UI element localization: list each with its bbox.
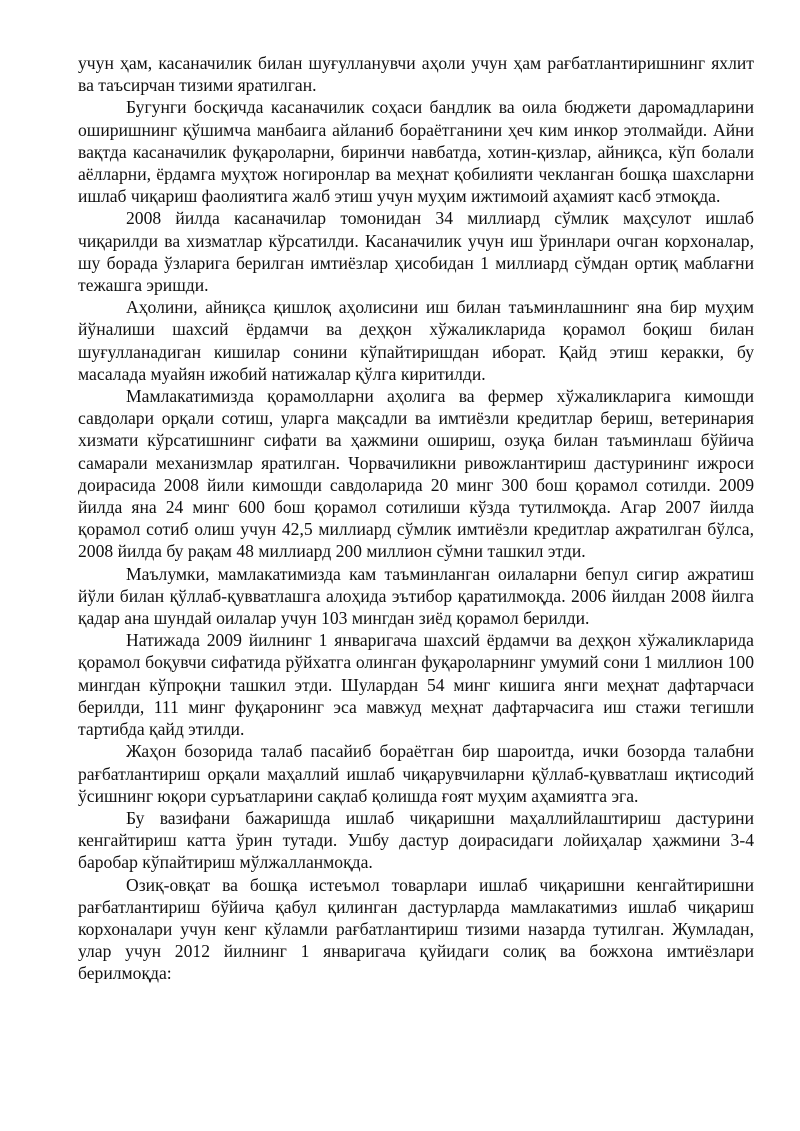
paragraph-food-production-incentives: Озиқ-овқат ва бошқа истеъмол товарлари ишлаб чиқаришни кенгайтиришни рағбатлантириш бўйича қабул қилинган дастурларда мамлакатимиз ишлаб чиқариш корхоналари учун кенг кўламли рағбатлантириш тизими назарда тутилган. Жумладан, улар учун 2012 йилнинг 1 январигача қуйидаги солиқ ва божхона имтиёзлари берилмоқда:	[78, 874, 754, 984]
document-page	[78, 52, 754, 985]
paragraph-home-work-importance: Бугунги босқичда касаначилик соҳаси бандлик ва оила бюджети даромадларини оширишнинг қўшимча манбаига айланиб бораётганини ҳеч ким инкор этолмайди. Айни вақтда касаначилик фуқароларни, биринчи навбатда, хотин-қизлар, айниқса, кўп болали аёлларни, ёрдамга муҳтож ногиронлар ва меҳнат қобилияти чекланган бошқа шахсларни ишлаб чиқариш фаолиятига жалб этиш учун муҳим ижтимоий аҳамият касб этмоқда.	[78, 97, 754, 207]
paragraph-2008-results: 2008 йилда касаначилар томонидан 34 миллиард сўмлик маҳсулот ишлаб чиқарилди ва хизматлар кўрсатилди. Касаначилик учун иш ўринлари очган корхоналар, шу борада ўзларига берилган имтиёзлар ҳисобидан 1 миллиард сўмдан ортиқ маблағни тежашга эришди.	[78, 208, 754, 296]
paragraph-registered-citizens: Натижада 2009 йилнинг 1 январигача шахсий ёрдамчи ва деҳқон хўжаликларида қорамол боқувчи сифатида рўйхатга олинган фуқароларнинг умумий сони 1 миллион 100 мингдан кўпроқни ташкил этди. Шулардан 54 минг кишига янги меҳнат дафтарчаси берилди, 111 минг фуқаронинг эса мавжуд меҳнат дафтарчасига иш стажи тегишли тартибда қайд этилди.	[78, 630, 754, 740]
paragraph-localization-program: Бу вазифани бажаришда ишлаб чиқаришни маҳаллийлаштириш дастурини кенгайтириш катта ўрин тутади. Ушбу дастур доирасидаги лойиҳалар ҳажмини 3-4 баробар кўпайтириш мўлжалланмоқда.	[78, 807, 754, 873]
paragraph-cattle-direction: Аҳолини, айниқса қишлоқ аҳолисини иш билан таъминлашнинг яна бир муҳим йўналиши шахсий ёрдамчи ва деҳқон хўжаликларида қорамол боқиш билан шуғулланадиган кишилар сонини кўпайтиришдан иборат. Қайд этиш керакки, бу масалада муайян ижобий натижалар қўлга киритилди.	[78, 297, 754, 384]
paragraph-free-cows: Маълумки, мамлакатимизда кам таъминланган оилаларни бепул сигир ажратиш йўли билан қўллаб-қувватлашга алоҳида эътибор қаратилмоқда. 2006 йилдан 2008 йилга қадар ана шундай оилалар учун 103 мингдан зиёд қорамол берилди.	[78, 563, 754, 629]
paragraph-continuation: учун ҳам, касаначилик билан шуғулланувчи аҳоли учун ҳам рағбатлантиришнинг яхлит ва таъсирчан тизими яратилган.	[78, 53, 754, 96]
paragraph-domestic-demand: Жаҳон бозорида талаб пасайиб бораётган бир шароитда, ички бозорда талабни рағбатлантириш орқали маҳаллий ишлаб чиқарувчиларни қўллаб-қувватлаш иқтисодий ўсишнинг юқори суръатларини сақлаб қолишда ғоят муҳим аҳамиятга эга.	[78, 741, 754, 806]
paragraph-cattle-auctions: Мамлакатимизда қорамолларни аҳолига ва фермер хўжаликларига кимошди савдолари орқали сотиш, уларга мақсадли ва имтиёзли кредитлар бериш, ветеринария хизмати кўрсатишнинг сифати ва ҳажмини ошириш, озуқа билан таъминлаш бўйича самарали механизмлар яратилган. Чорвачиликни ривожлантириш дастурининг ижроси доирасида 2008 йили кимошди савдоларида 20 минг 300 бош қорамол сотилди. 2009 йилда яна 24 минг 600 бош қорамол сотилиши кўзда тутилмоқда. Агар 2007 йилда қорамол сотиб олиш учун 42,5 миллиард сўмлик имтиёзли кредитлар ажратилган бўлса, 2008 йилда бу рақам 48 миллиард 200 миллион сўмни ташкил этди.	[78, 386, 754, 562]
